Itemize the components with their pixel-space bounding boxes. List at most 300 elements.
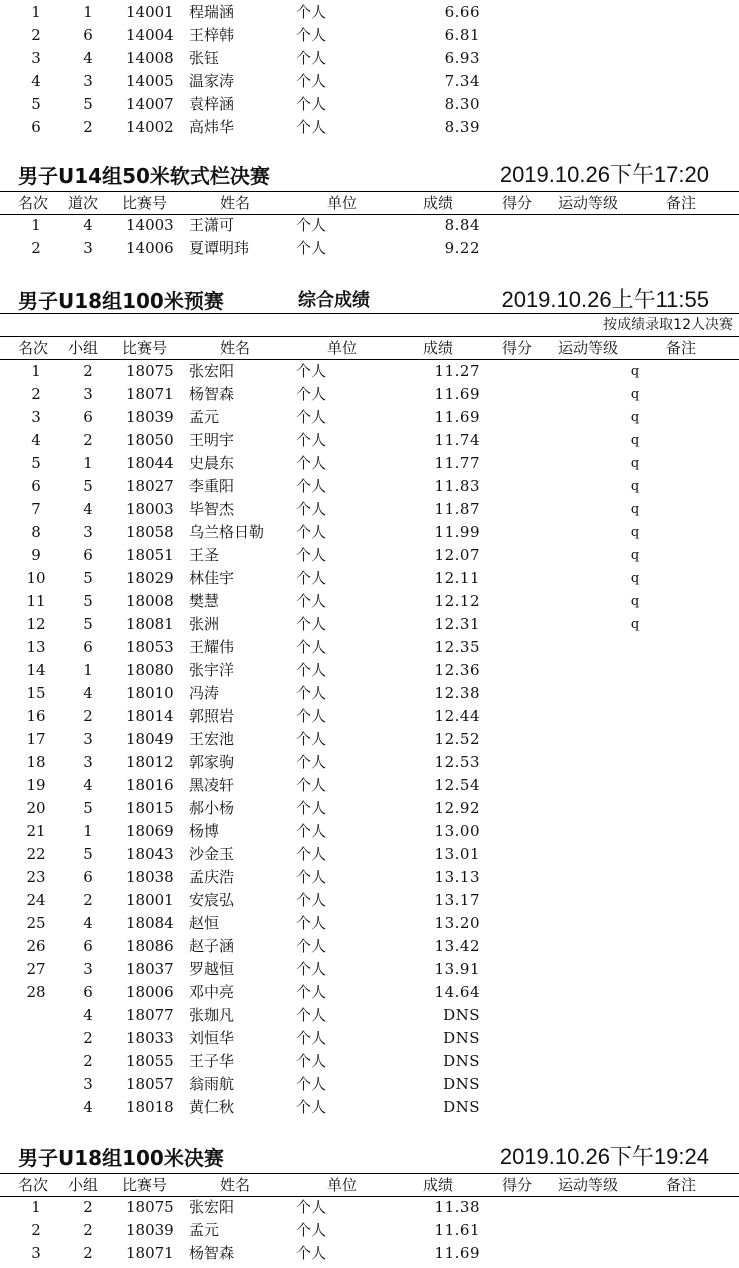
table-row — [0, 383, 739, 406]
result-cell: 13.01 — [434, 845, 480, 863]
lane-cell: 2 — [83, 1029, 93, 1047]
unit-cell: 个人 — [296, 868, 327, 886]
table-row — [0, 728, 739, 751]
bib-cell: 18014 — [126, 707, 174, 725]
name-cell: 孟庆浩 — [189, 868, 235, 886]
table-row — [0, 682, 739, 705]
unit-cell: 个人 — [296, 72, 327, 90]
column-header-remark: 备注 — [666, 339, 697, 357]
table-row — [0, 567, 739, 590]
result-cell: 7.34 — [444, 72, 480, 90]
bib-cell: 18038 — [126, 868, 174, 886]
bib-cell: 18071 — [126, 1244, 174, 1262]
rank-cell: 2 — [31, 26, 41, 44]
bib-cell: 18069 — [126, 822, 174, 840]
lane-cell: 3 — [83, 1075, 93, 1093]
section-subtitle-combined-results: 综合成绩 — [298, 290, 370, 311]
name-cell: 张洲 — [189, 615, 220, 633]
rank-cell: 11 — [26, 592, 46, 610]
result-cell: DNS — [443, 1075, 480, 1093]
rank-cell: 4 — [31, 431, 41, 449]
name-cell: 高炜华 — [189, 118, 235, 136]
bib-cell: 18027 — [126, 477, 174, 495]
table-row — [0, 705, 739, 728]
lane-cell: 3 — [83, 523, 93, 541]
lane-cell: 5 — [83, 95, 93, 113]
bib-cell: 14004 — [126, 26, 174, 44]
name-cell: 袁梓涵 — [189, 95, 235, 113]
table-row — [0, 912, 739, 935]
bib-cell: 18075 — [126, 1198, 174, 1216]
unit-cell: 个人 — [296, 1244, 327, 1262]
unit-cell: 个人 — [296, 1006, 327, 1024]
unit-cell: 个人 — [296, 707, 327, 725]
table-row — [0, 1219, 739, 1242]
lane-cell: 1 — [83, 3, 93, 21]
column-header-rank: 名次 — [18, 194, 49, 212]
unit-cell: 个人 — [296, 569, 327, 587]
name-cell: 赵恒 — [189, 914, 220, 932]
lane-cell: 4 — [83, 1006, 93, 1024]
bib-cell: 14001 — [126, 3, 174, 21]
rank-cell: 18 — [26, 753, 46, 771]
name-cell: 郝小杨 — [189, 799, 235, 817]
table-row — [0, 360, 739, 383]
unit-cell: 个人 — [296, 684, 327, 702]
table-row — [0, 935, 739, 958]
table-row — [0, 981, 739, 1004]
bib-cell: 18012 — [126, 753, 174, 771]
rank-cell: 13 — [26, 638, 46, 656]
qualified-mark: q — [630, 387, 640, 402]
result-cell: DNS — [443, 1006, 480, 1024]
result-cell: 12.35 — [434, 638, 480, 656]
lane-cell: 2 — [83, 707, 93, 725]
table-row — [0, 1096, 739, 1119]
table-row — [0, 1073, 739, 1096]
lane-cell: 4 — [83, 914, 93, 932]
bib-cell: 18043 — [126, 845, 174, 863]
name-cell: 邓中亮 — [189, 983, 235, 1001]
unit-cell: 个人 — [296, 431, 327, 449]
bib-cell: 18029 — [126, 569, 174, 587]
column-header-score: 得分 — [502, 339, 533, 357]
qualified-mark: q — [630, 502, 640, 517]
table-row — [0, 1004, 739, 1027]
result-cell: 11.83 — [434, 477, 480, 495]
name-cell: 王潇可 — [189, 216, 235, 234]
result-cell: 12.36 — [434, 661, 480, 679]
rank-cell: 27 — [26, 960, 46, 978]
result-cell: 6.93 — [444, 49, 480, 67]
name-cell: 程瑞涵 — [189, 3, 235, 21]
lane-cell: 4 — [83, 49, 93, 67]
name-cell: 林佳宇 — [189, 569, 235, 587]
bib-cell: 18006 — [126, 983, 174, 1001]
qualified-mark: q — [630, 525, 640, 540]
rank-cell: 16 — [26, 707, 46, 725]
name-cell: 毕智杰 — [189, 500, 235, 518]
name-cell: 王耀伟 — [189, 638, 235, 656]
rank-cell: 24 — [26, 891, 46, 909]
unit-cell: 个人 — [296, 49, 327, 67]
rank-cell: 6 — [31, 118, 41, 136]
bib-cell: 14007 — [126, 95, 174, 113]
qualified-mark: q — [630, 456, 640, 471]
lane-cell: 5 — [83, 477, 93, 495]
lane-cell: 3 — [83, 385, 93, 403]
table-row — [0, 429, 739, 452]
rank-cell: 25 — [26, 914, 46, 932]
bib-cell: 18050 — [126, 431, 174, 449]
bib-cell: 18039 — [126, 1221, 174, 1239]
name-cell: 黑凌轩 — [189, 776, 235, 794]
qualification-note: 按成绩录取12人决赛 — [603, 317, 733, 333]
table-row — [0, 751, 739, 774]
bib-cell: 18051 — [126, 546, 174, 564]
table-row — [0, 498, 739, 521]
lane-cell: 4 — [83, 776, 93, 794]
result-cell: 13.17 — [434, 891, 480, 909]
table-row — [0, 1050, 739, 1073]
name-cell: 李重阳 — [189, 477, 235, 495]
column-header-unit: 单位 — [327, 194, 358, 212]
bib-cell: 18058 — [126, 523, 174, 541]
name-cell: 罗越恒 — [189, 960, 235, 978]
table-row — [0, 116, 739, 139]
unit-cell: 个人 — [296, 914, 327, 932]
name-cell: 史晨东 — [189, 454, 235, 472]
result-cell: 6.66 — [444, 3, 480, 21]
name-cell: 郭家驹 — [189, 753, 235, 771]
name-cell: 王子华 — [189, 1052, 235, 1070]
table-row — [0, 958, 739, 981]
rank-cell: 7 — [31, 500, 41, 518]
name-cell: 刘恒华 — [189, 1029, 235, 1047]
column-header-rank: 名次 — [18, 339, 49, 357]
table-row — [0, 521, 739, 544]
result-cell: 11.69 — [434, 408, 480, 426]
bib-cell: 18001 — [126, 891, 174, 909]
rank-cell: 22 — [26, 845, 46, 863]
unit-cell: 个人 — [296, 408, 327, 426]
unit-cell: 个人 — [296, 937, 327, 955]
bib-cell: 18039 — [126, 408, 174, 426]
column-header-rank: 名次 — [18, 1176, 49, 1194]
rank-cell: 4 — [31, 72, 41, 90]
lane-cell: 6 — [83, 546, 93, 564]
column-header-score: 得分 — [502, 194, 533, 212]
result-cell: 11.74 — [434, 431, 480, 449]
rank-cell: 5 — [31, 454, 41, 472]
table-row — [0, 93, 739, 116]
rank-cell: 8 — [31, 523, 41, 541]
column-header-name: 姓名 — [220, 1176, 251, 1194]
unit-cell: 个人 — [296, 753, 327, 771]
result-cell: 8.84 — [444, 216, 480, 234]
rank-cell: 10 — [26, 569, 46, 587]
unit-cell: 个人 — [296, 385, 327, 403]
lane-cell: 4 — [83, 1098, 93, 1116]
unit-cell: 个人 — [296, 1052, 327, 1070]
lane-cell: 1 — [83, 822, 93, 840]
name-cell: 赵子涵 — [189, 937, 235, 955]
rank-cell: 12 — [26, 615, 46, 633]
lane-cell: 1 — [83, 661, 93, 679]
bib-cell: 14003 — [126, 216, 174, 234]
qualified-mark: q — [630, 548, 640, 563]
name-cell: 杨智森 — [189, 1244, 235, 1262]
name-cell: 温家涛 — [189, 72, 235, 90]
rank-cell: 15 — [26, 684, 46, 702]
unit-cell: 个人 — [296, 730, 327, 748]
name-cell: 翁雨航 — [189, 1075, 235, 1093]
name-cell: 郭照岩 — [189, 707, 235, 725]
section-time-u18-100m-heats: 2019.10.26上午11:55 — [501, 287, 709, 312]
unit-cell: 个人 — [296, 1075, 327, 1093]
unit-cell: 个人 — [296, 546, 327, 564]
column-header-remark: 备注 — [666, 194, 697, 212]
lane-cell: 2 — [83, 1244, 93, 1262]
qualified-mark: q — [630, 479, 640, 494]
lane-cell: 2 — [83, 431, 93, 449]
name-cell: 孟元 — [189, 408, 220, 426]
result-cell: 11.69 — [434, 385, 480, 403]
name-cell: 张宇洋 — [189, 661, 235, 679]
table-row — [0, 636, 739, 659]
table-row — [0, 1242, 739, 1265]
lane-cell: 3 — [83, 960, 93, 978]
rank-cell: 2 — [31, 1221, 41, 1239]
table-row — [0, 613, 739, 636]
result-cell: 12.52 — [434, 730, 480, 748]
bib-cell: 14005 — [126, 72, 174, 90]
column-header-result: 成绩 — [423, 339, 454, 357]
name-cell: 杨智森 — [189, 385, 235, 403]
unit-cell: 个人 — [296, 592, 327, 610]
lane-cell: 3 — [83, 753, 93, 771]
unit-cell: 个人 — [296, 118, 327, 136]
rank-cell: 19 — [26, 776, 46, 794]
name-cell: 张钰 — [189, 49, 220, 67]
lane-cell: 1 — [83, 454, 93, 472]
bib-cell: 18057 — [126, 1075, 174, 1093]
result-cell: DNS — [443, 1098, 480, 1116]
column-header-remark: 备注 — [666, 1176, 697, 1194]
rank-cell: 28 — [26, 983, 46, 1001]
rank-cell: 1 — [31, 3, 41, 21]
unit-cell: 个人 — [296, 454, 327, 472]
table-header-u18-100m-final — [0, 1173, 739, 1197]
bib-cell: 18055 — [126, 1052, 174, 1070]
result-cell: 8.39 — [444, 118, 480, 136]
section-title-u14-hurdles-final: 男子U14组50米软式栏决赛 — [18, 164, 270, 188]
rank-cell: 14 — [26, 661, 46, 679]
column-header-name: 姓名 — [220, 339, 251, 357]
table-row — [0, 866, 739, 889]
result-cell: 12.53 — [434, 753, 480, 771]
lane-cell: 5 — [83, 569, 93, 587]
lane-cell: 3 — [83, 72, 93, 90]
result-cell: 9.22 — [444, 239, 480, 257]
column-header-score: 得分 — [502, 1176, 533, 1194]
result-cell: 12.07 — [434, 546, 480, 564]
bib-cell: 18015 — [126, 799, 174, 817]
unit-cell: 个人 — [296, 822, 327, 840]
result-cell: 11.87 — [434, 500, 480, 518]
section-time-u18-100m-final: 2019.10.26下午19:24 — [499, 1144, 709, 1169]
result-cell: 12.12 — [434, 592, 480, 610]
name-cell: 樊慧 — [189, 592, 220, 610]
lane-cell: 2 — [83, 118, 93, 136]
unit-cell: 个人 — [296, 239, 327, 257]
lane-cell: 6 — [83, 638, 93, 656]
result-cell: 11.61 — [434, 1221, 480, 1239]
unit-cell: 个人 — [296, 799, 327, 817]
table-row — [0, 1027, 739, 1050]
lane-cell: 5 — [83, 615, 93, 633]
unit-cell: 个人 — [296, 1198, 327, 1216]
table-row — [0, 1196, 739, 1219]
bib-cell: 18018 — [126, 1098, 174, 1116]
unit-cell: 个人 — [296, 500, 327, 518]
bib-cell: 18053 — [126, 638, 174, 656]
rank-cell: 6 — [31, 477, 41, 495]
rank-cell: 5 — [31, 95, 41, 113]
lane-cell: 6 — [83, 408, 93, 426]
rank-cell: 3 — [31, 1244, 41, 1262]
result-cell: 11.38 — [434, 1198, 480, 1216]
lane-cell: 6 — [83, 868, 93, 886]
result-cell: 6.81 — [444, 26, 480, 44]
table-row — [0, 24, 739, 47]
result-cell: 11.69 — [434, 1244, 480, 1262]
lane-cell: 2 — [83, 362, 93, 380]
table-row — [0, 797, 739, 820]
name-cell: 王宏池 — [189, 730, 235, 748]
lane-cell: 3 — [83, 239, 93, 257]
unit-cell: 个人 — [296, 776, 327, 794]
name-cell: 王明宇 — [189, 431, 235, 449]
table-row — [0, 237, 739, 260]
name-cell: 孟元 — [189, 1221, 220, 1239]
table-row — [0, 452, 739, 475]
bib-cell: 18044 — [126, 454, 174, 472]
bib-cell: 14006 — [126, 239, 174, 257]
name-cell: 张宏阳 — [189, 1198, 235, 1216]
table-row — [0, 820, 739, 843]
bib-cell: 18086 — [126, 937, 174, 955]
table-header-u14-hurdles-final — [0, 191, 739, 215]
result-cell: 14.64 — [434, 983, 480, 1001]
lane-cell: 5 — [83, 592, 93, 610]
bib-cell: 18075 — [126, 362, 174, 380]
lane-cell: 5 — [83, 845, 93, 863]
unit-cell: 个人 — [296, 523, 327, 541]
qualified-mark: q — [630, 433, 640, 448]
section-title-u18-100m-heats: 男子U18组100米预赛 — [18, 289, 224, 313]
column-header-bib: 比赛号 — [122, 194, 168, 212]
name-cell: 王梓韩 — [189, 26, 235, 44]
result-cell: 13.91 — [434, 960, 480, 978]
bib-cell: 18049 — [126, 730, 174, 748]
lane-cell: 6 — [83, 937, 93, 955]
result-cell: 12.38 — [434, 684, 480, 702]
table-row — [0, 659, 739, 682]
column-header-result: 成绩 — [423, 1176, 454, 1194]
column-header-lane: 小组 — [68, 339, 99, 357]
rank-cell: 21 — [26, 822, 46, 840]
table-row — [0, 214, 739, 237]
unit-cell: 个人 — [296, 845, 327, 863]
bib-cell: 18084 — [126, 914, 174, 932]
bib-cell: 18010 — [126, 684, 174, 702]
unit-cell: 个人 — [296, 216, 327, 234]
column-header-level: 运动等级 — [558, 194, 619, 212]
name-cell: 王圣 — [189, 546, 220, 564]
column-header-lane: 道次 — [68, 194, 99, 212]
bib-cell: 18016 — [126, 776, 174, 794]
lane-cell: 4 — [83, 684, 93, 702]
result-cell: 12.54 — [434, 776, 480, 794]
section-time-u14-hurdles-final: 2019.10.26下午17:20 — [499, 162, 709, 187]
lane-cell: 5 — [83, 799, 93, 817]
unit-cell: 个人 — [296, 3, 327, 21]
rank-cell: 1 — [31, 362, 41, 380]
name-cell: 冯涛 — [189, 684, 220, 702]
column-header-result: 成绩 — [423, 194, 454, 212]
table-row — [0, 406, 739, 429]
bib-cell: 18077 — [126, 1006, 174, 1024]
rank-cell: 20 — [26, 799, 46, 817]
unit-cell: 个人 — [296, 26, 327, 44]
result-cell: 12.92 — [434, 799, 480, 817]
lane-cell: 2 — [83, 891, 93, 909]
lane-cell: 6 — [83, 983, 93, 1001]
result-cell: 8.30 — [444, 95, 480, 113]
unit-cell: 个人 — [296, 891, 327, 909]
unit-cell: 个人 — [296, 95, 327, 113]
lane-cell: 4 — [83, 500, 93, 518]
column-header-lane: 小组 — [68, 1176, 99, 1194]
table-row — [0, 843, 739, 866]
lane-cell: 2 — [83, 1052, 93, 1070]
column-header-bib: 比赛号 — [122, 1176, 168, 1194]
qualified-mark: q — [630, 571, 640, 586]
qualified-mark: q — [630, 617, 640, 632]
rank-cell: 2 — [31, 239, 41, 257]
unit-cell: 个人 — [296, 477, 327, 495]
bib-cell: 18080 — [126, 661, 174, 679]
result-cell: 11.77 — [434, 454, 480, 472]
bib-cell: 14002 — [126, 118, 174, 136]
name-cell: 乌兰格日勒 — [189, 523, 265, 541]
bib-cell: 18033 — [126, 1029, 174, 1047]
bib-cell: 18071 — [126, 385, 174, 403]
rank-cell: 17 — [26, 730, 46, 748]
table-row — [0, 70, 739, 93]
table-row — [0, 1, 739, 24]
bib-cell: 14008 — [126, 49, 174, 67]
rank-cell: 3 — [31, 49, 41, 67]
table-row — [0, 544, 739, 567]
bib-cell: 18008 — [126, 592, 174, 610]
result-cell: 12.44 — [434, 707, 480, 725]
result-cell: 12.31 — [434, 615, 480, 633]
result-cell: 11.27 — [434, 362, 480, 380]
result-cell: DNS — [443, 1029, 480, 1047]
lane-cell: 3 — [83, 730, 93, 748]
